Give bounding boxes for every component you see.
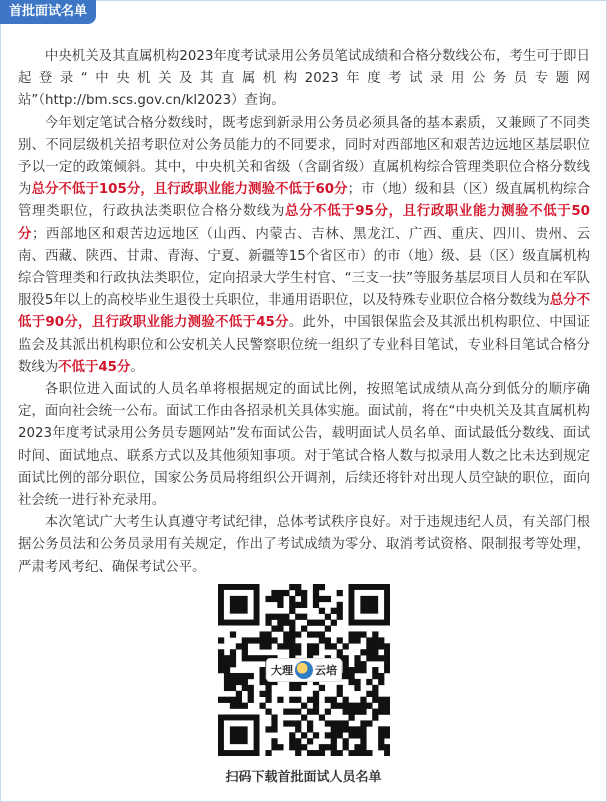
paragraph-text: 各职位进入面试的人员名单将根据规定的面试比例，按照笔试成绩从高分到低分的顺序确定，面向社会统一公布。面试工作由各招录机关具体实施。面试前，将在“中央机关及其直属机构2023年度考试录用公务员专题网站”发布面试公告，载明面试人员名单、面试最低分数线、面试时间、面试地点、联系方式以及其他须知事项。对于笔试合格人数与拟录用人数之比未达到规定面试比例的部分职位，国家公务员局将组织公开调剂，后续还将针对出现人员空缺的职位，面向社会统一进行补充录用。 — [18, 382, 590, 509]
paragraph-text: 今年划定笔试合格分数线时，既考虑到新录用公务员必须具备的基本素质，又兼顾了不同类别、不同层级机关招考职位对公务员能力的不同要求，同时对西部地区和艰苦边远地区基层职位予以一定的政策倾斜。其中，中央机关和省级（含副省级）直属机构综合管理类职位合格分数线为 — [18, 115, 590, 198]
globe-icon — [295, 661, 313, 679]
qr-logo-right: 云培 — [315, 664, 337, 677]
paragraph-text: 中央机关及其直属机构2023年度考试录用公务员笔试成绩和合格分数线公布，考生可于即日起登录“中央机关及其直属机构2023年度考试录用公务员专题网站”（http://bm.scs.gov.cn/kl2023）查询。 — [18, 49, 590, 109]
paragraph-4 — [18, 512, 590, 579]
section-tag: 首批面试名单 — [0, 0, 96, 24]
paragraph-3 — [18, 379, 590, 512]
highlighted-text: 不低于45分 — [58, 359, 131, 375]
paragraph-text: ；西部地区和艰苦边远地区（山西、内蒙古、吉林、黑龙江、广西、重庆、四川、贵州、云南、西藏、陕西、甘肃、青海、宁夏、新疆等15个省区市）的市（地）级、县（区）级直属机构综合管理类和行政执法类职位，定向招录大学生村官、“三支一扶”等服务基层项目人员和在军队服役5年以上的高校毕业生退役士兵职位，非通用语职位，以及特殊专业职位合格分数线为 — [18, 226, 591, 309]
highlighted-text: 总分不低于95分，且行政职业能力测验不低于50分 — [18, 204, 590, 242]
qr-code[interactable] — [218, 584, 390, 756]
article-body — [18, 46, 590, 579]
qr-caption: 扫码下载首批面试人员名单 — [225, 770, 382, 785]
paragraph-text: ；市（地）级和县（区）级直属机构综合管理类职位，行政执法类职位合格分数线为 — [18, 182, 591, 220]
qr-logo-left: 大理 — [271, 664, 293, 677]
paragraph-2 — [18, 113, 590, 379]
paragraph-text: 。此外，中国银保监会及其派出机构职位、中国证监会及其派出机构职位和公安机关人民警察职位统一组织了专业科目笔试，专业科目笔试合格分数线为 — [18, 315, 590, 375]
paragraph-1 — [18, 46, 590, 113]
highlighted-text: 总分不低于105分，且行政职业能力测验不低于60分 — [31, 182, 348, 198]
highlighted-text: 总分不低于90分，且行政职业能力测验不低于45分 — [18, 293, 590, 331]
qr-logo — [266, 658, 342, 682]
paragraph-text: 。 — [130, 359, 144, 375]
paragraph-text: 本次笔试广大考生认真遵守考试纪律，总体考试秩序良好。对于违规违纪人员，有关部门根据公务员法和公务员录用有关规定，作出了考试成绩为零分、取消考试资格、限制报考等处理，严肃考风考纪、确保考试公平。 — [18, 515, 590, 575]
